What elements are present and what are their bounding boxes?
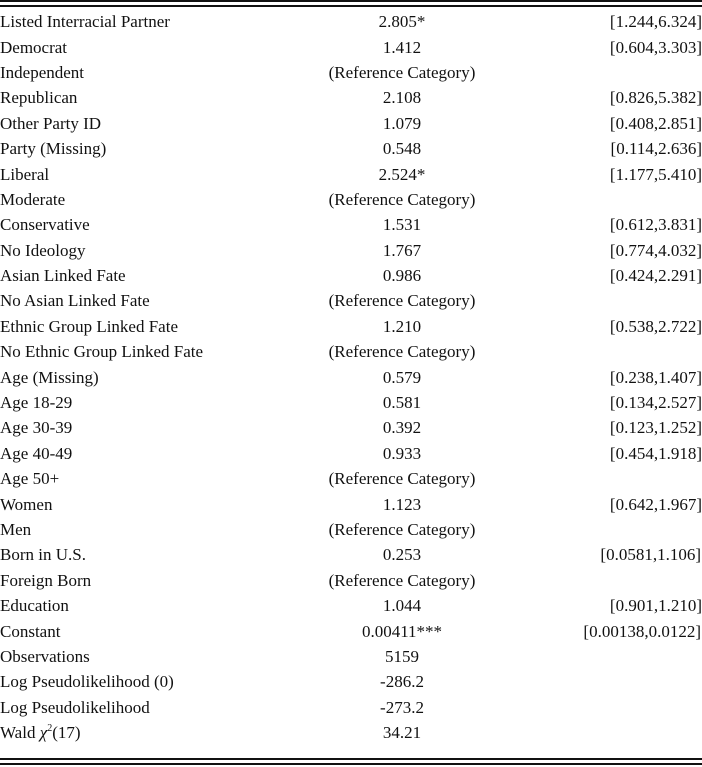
confidence-interval-cell: [0.424,2.291] [609,266,702,286]
confidence-interval-cell: [0.123,1.252] [609,418,702,438]
variable-cell: Independent [0,62,85,82]
table-row [0,644,702,669]
odds-ratio-cell: (Reference Category) [328,520,476,539]
table-row [0,466,702,491]
table-row [0,618,702,643]
variable-cell: Asian Linked Fate [0,266,126,286]
table-row [0,568,702,593]
variable-cell: Party (Missing) [0,139,107,159]
table-row [0,212,702,237]
odds-ratio-cell: 2.108 [382,88,422,108]
table-body [0,9,702,720]
table-row [0,517,702,542]
table-row [0,415,702,440]
confidence-interval-cell [504,466,702,491]
table-row [0,441,702,466]
table-row [0,85,702,110]
confidence-interval-cell: [0.238,1.407] [609,367,702,387]
regression-results-table [0,9,702,745]
confidence-interval-cell: [0.134,2.527] [609,393,702,413]
odds-ratio-cell: 1.123 [382,494,422,514]
confidence-interval-cell [504,695,702,720]
confidence-interval-cell: [0.612,3.831] [609,215,702,235]
table-row [0,60,702,85]
table-row [0,136,702,161]
odds-ratio-cell: 1.079 [382,113,422,133]
table-row [0,161,702,186]
confidence-interval-cell: [0.826,5.382] [609,88,702,108]
wald-value: 34.21 [382,723,422,743]
variable-cell: Born in U.S. [0,545,86,565]
variable-cell: Age (Missing) [0,367,99,387]
odds-ratio-cell: (Reference Category) [328,469,476,489]
confidence-interval-cell: [0.408,2.851] [609,113,702,133]
odds-ratio-cell: 1.412 [382,37,422,57]
top-rule-outer [0,0,702,2]
variable-cell: Ethnic Group Linked Fate [0,316,178,336]
odds-ratio-cell: (Reference Category) [328,189,476,209]
table-row [0,491,702,516]
variable-cell: Conservative [0,215,90,235]
odds-ratio-cell: 1.531 [382,215,422,235]
confidence-interval-cell: [0.114,2.636] [610,139,702,159]
table-row [0,364,702,389]
confidence-interval-cell [504,669,702,694]
table-row [0,187,702,212]
odds-ratio-cell: (Reference Category) [328,570,476,590]
table-footer [0,720,702,745]
bottom-rule-inner [0,758,702,760]
wald-row [0,720,702,745]
confidence-interval-cell: [1.177,5.410] [609,164,702,184]
confidence-interval-cell: [0.774,4.032] [609,240,702,260]
table-row [0,263,702,288]
wald-label: Wald $\chi^2(17)$ [0,723,81,743]
odds-ratio-cell: 0.933 [382,443,422,463]
confidence-interval-cell [504,60,702,85]
odds-ratio-cell: -273.2 [380,697,424,717]
odds-ratio-cell: 0.548 [382,139,422,159]
odds-ratio-cell: 2.805* [378,12,426,32]
confidence-interval-cell: [0.0581,1.106] [600,545,701,565]
confidence-interval-cell: [0.00138,0.0122] [583,621,701,641]
table-row [0,9,702,34]
confidence-interval-cell: [0.454,1.918] [609,443,702,463]
confidence-interval-cell: [0.604,3.303] [609,37,702,57]
confidence-interval-cell: [1.244,6.324] [609,12,702,32]
table-row [0,288,702,313]
variable-cell: Age 30-39 [0,418,73,438]
confidence-interval-cell [504,517,702,542]
variable-cell: No Ethnic Group Linked Fate [0,342,204,362]
variable-cell: Other Party ID [0,113,102,133]
confidence-interval-cell [504,288,702,313]
variable-cell: Democrat [0,37,68,57]
odds-ratio-cell: 0.392 [382,418,422,438]
odds-ratio-cell: 0.253 [382,545,422,565]
odds-ratio-cell: 1.767 [382,240,422,260]
variable-cell: Log Pseudolikelihood (0) [0,672,174,692]
variable-cell: No Asian Linked Fate [0,291,150,311]
odds-ratio-cell: (Reference Category) [328,62,476,82]
odds-ratio-cell: 1.044 [382,596,422,616]
table-row [0,111,702,136]
variable-cell: Education [0,596,69,616]
variable-cell: Listed Interracial Partner [0,12,170,32]
confidence-interval-cell: [0.642,1.967] [609,494,702,514]
table-row [0,593,702,618]
table-row [0,34,702,59]
odds-ratio-cell: (Reference Category) [328,291,476,311]
table-row [0,390,702,415]
variable-cell: Constant [0,621,61,641]
confidence-interval-cell [504,339,702,364]
variable-cell: Age 40-49 [0,443,73,463]
variable-cell: Republican [0,88,78,108]
table-row [0,669,702,694]
confidence-interval-cell: [0.901,1.210] [609,596,702,616]
odds-ratio-cell: (Reference Category) [328,342,476,362]
odds-ratio-cell: 0.579 [382,367,422,387]
odds-ratio-cell: -286.2 [380,672,424,692]
odds-ratio-cell: 1.210 [382,316,422,336]
confidence-interval-cell: [0.538,2.722] [609,316,702,336]
variable-cell: Age 18-29 [0,393,73,413]
table-row [0,339,702,364]
variable-cell: Women [0,494,53,514]
odds-ratio-cell: 0.581 [382,393,422,413]
confidence-interval-cell [504,568,702,593]
variable-cell: Log Pseudolikelihood [0,697,150,717]
table-row [0,542,702,567]
table-row [0,314,702,339]
odds-ratio-cell: 0.00411*** [361,621,443,641]
odds-ratio-cell: 0.986 [382,266,422,286]
table-row [0,238,702,263]
table-row [0,695,702,720]
confidence-interval-cell [504,187,702,212]
top-rule-inner [0,5,702,7]
odds-ratio-cell: 5159 [385,646,419,666]
variable-cell: Men [0,520,32,539]
odds-ratio-cell: 2.524* [378,164,426,184]
variable-cell: Moderate [0,189,66,209]
variable-cell: Observations [0,646,90,666]
wald-ci [504,720,702,745]
bottom-rule-outer [0,763,702,765]
variable-cell: Liberal [0,164,50,184]
variable-cell: Foreign Born [0,570,92,590]
variable-cell: Age 50+ [0,469,60,489]
confidence-interval-cell [504,644,702,669]
variable-cell: No Ideology [0,240,86,260]
